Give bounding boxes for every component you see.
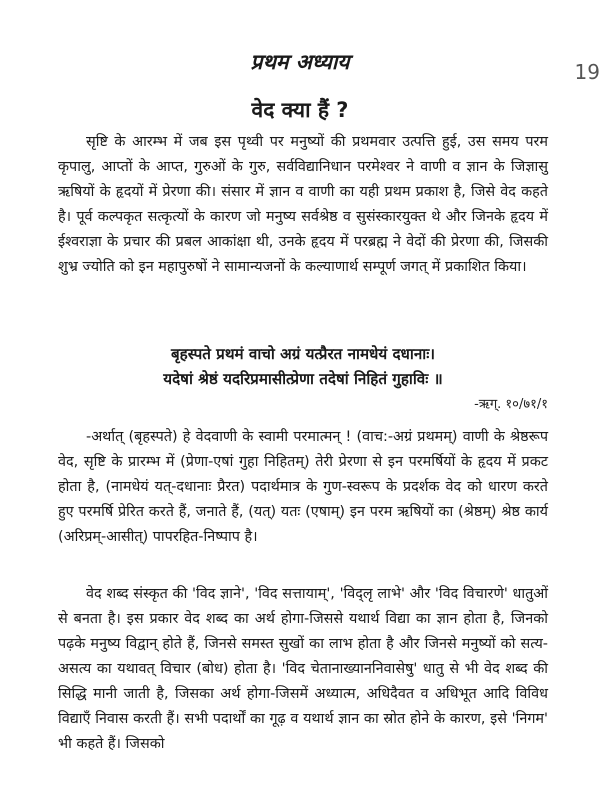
sanskrit-verse (58, 342, 548, 392)
etymology-paragraph: वेद शब्द संस्कृत की 'विद ज्ञाने', 'विद सत्तायाम्', 'विद्लृ लाभे' और 'विद विचारणे' धातुओं से बनता है। इस प्रकार वेद शब्द का अर्थ होगा-जिससे यथार्थ विद्या का ज्ञान होता है, जिनको पढ़के मनुष्य विद्वान् होते हैं, जिनसे समस्त सुखों का लाभ होता है और जिनसे मनुष्यों को सत्य- असत्य का यथावत् विचार (बोध) होता है। 'विद चेतानाख्याननिवासेषु' धातु से भी वेद शब्द की सिद्धि मानी जाती है, जिसका अर्थ होगा-जिसमें अध्यात्म, अधिदैवत व अधिभूत आदि विविध विद्याएँ निवास करती हैं। सभी पदार्थों का गूढ़ व यथार्थ ज्ञान का स्रोत होने के कारण, इसे 'निगम' भी कहते हैं। जिसको (58, 586, 548, 752)
verse-explanation-paragraph: -अर्थात् (बृहस्पते) हे वेदवाणी के स्वामी परमात्मन् ! (वाच:-अग्रं प्रथमम्) वाणी के श्रेष्ठरूप वेद, सृष्टि के प्रारम्भ में (प्रेणा-एषां गुहा निहितम्) तेरी प्रेरणा से इन परमर्षियों के हृदय में प्रकट होता है, (नामधेयं यत्-दधानाः प्रैरत) पदार्थमात्र के गुण-स्वरूप के प्रदर्शक वेद को धारण करते हुए परमर्षि प्रेरित करते हैं, जनाते हैं, (यत्) यतः (एषाम्) इन परम ऋषियों का (श्रेष्ठम्) श्रेष्ठ कार्य (अरिप्रम्-आसीत्) पापरहित-निष्पाप है। (58, 429, 548, 545)
verse-line-1: बृहस्पते प्रथमं वाचो अग्रं यत्प्रैरत नामधेयं दधानाः। (170, 345, 436, 363)
chapter-title: प्रथम अध्याय (250, 50, 350, 74)
verse-line-2: यदेषां श्रेष्ठं यदरिप्रमासीत्प्रेणा तदेषां निहितं गुहाविः ॥ (163, 370, 443, 388)
page-number: 19 (574, 60, 600, 84)
intro-paragraph: सृष्टि के आरम्भ में जब इस पृथ्वी पर मनुष्यों की प्रथमवार उत्पत्ति हुई, उस समय परम कृपालु, आप्तों के आप्त, गुरुओं के गुरु, सर्वविद्यानिधान परमेश्वर ने वाणी व ज्ञान के जिज्ञासु ऋषियों के हृदयों में प्रेरणा की। संसार में ज्ञान व वाणी का यही प्रथम प्रकाश है, जिसे वेद कहते है। पूर्व कल्पकृत सत्कृत्यों के कारण जो मनुष्य सर्वश्रेष्ठ व सुसंस्कारयुक्त थे और जिनके हृदय में ईश्वराज्ञा के प्रचार की प्रबल आकांक्षा थी, उनके हृदय में परब्रह्म ने वेदों की प्रेरणा की, जिसकी शुभ्र ज्योति को इन महापुरुषों ने सामान्यजनों के कल्याणार्थ सम्पूर्ण जगत् में प्रकाशित किया। (58, 134, 549, 275)
verse-reference: -ऋग्. १०/७१/१ (474, 397, 548, 412)
section-heading: वेद क्या हैं ? (251, 98, 349, 122)
